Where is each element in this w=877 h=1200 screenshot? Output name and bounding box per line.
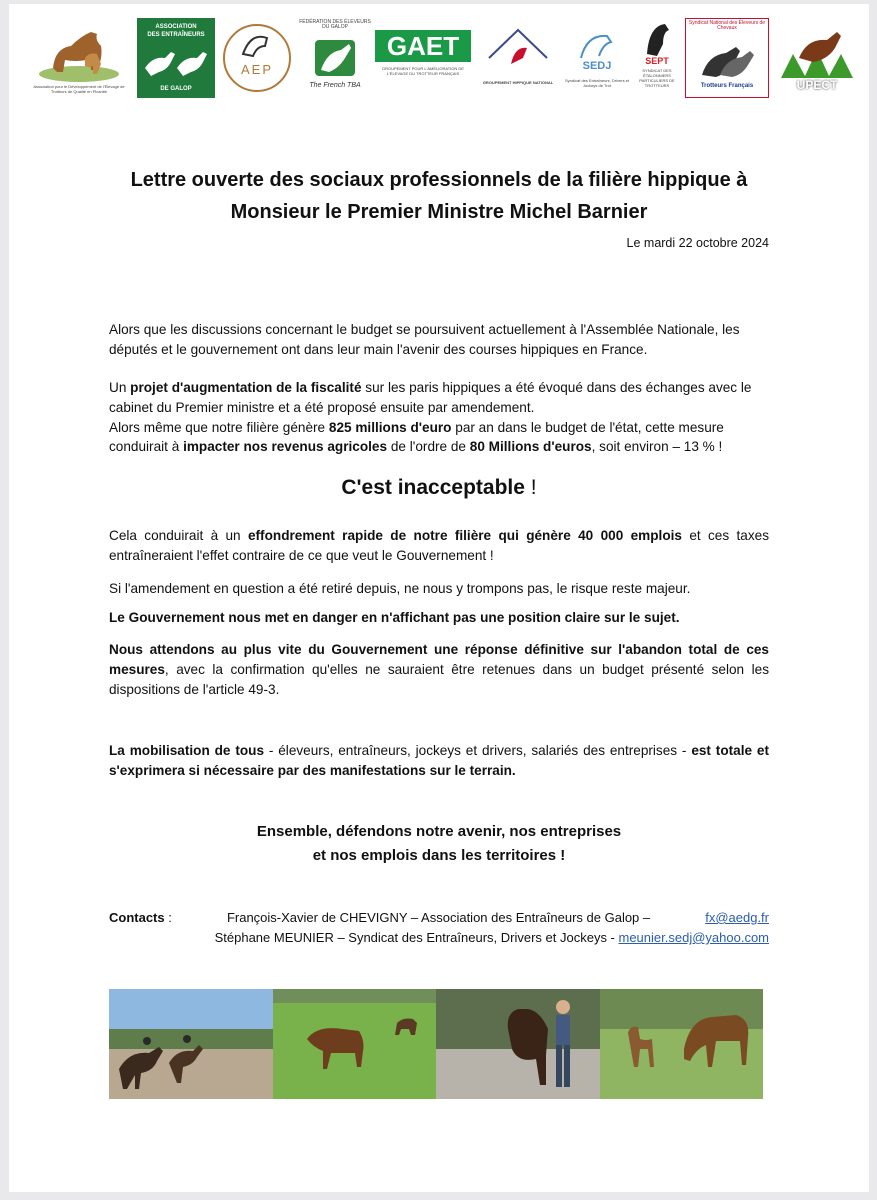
paragraph-mobilisation: La mobilisation de tous - éleveurs, entraîneurs, jockeys et drivers, salariés des entreprises - est totale et s'exprimera si nécessaire par des manifestations sur le terrain. [109,743,769,778]
paragraph-amendement: Si l'amendement en question a été retiré depuis, ne nous y trompons pas, le risque reste majeur. [109,581,691,596]
paragraph-reponse: Nous attendons au plus vite du Gouvernement une réponse définitive sur l'abandon total de ces mesures, avec la confirmation qu'elles ne sauraient être retenues dans un budget présenté selon les dispositions de l'article 49-3. [109,642,769,697]
logo-sneec-arc: Syndicat National des Éleveurs de Chevaux [688,20,766,31]
logo-ghn-caption: GROUPEMENT HIPPIQUE NATIONAL [482,80,554,85]
logo-gaet [375,18,471,98]
logo-aeg-line3: DE GALOP [160,86,192,92]
contacts-label: Contacts [109,910,165,925]
photo-horses-pasture [273,989,437,1099]
closing-statement [9,820,869,868]
closing-line-2: et nos emplois dans les territoires ! [312,847,566,864]
logo-aep [221,18,293,98]
photo-trainer-with-horse [436,989,600,1099]
photo-strip [109,989,763,1099]
logo-sedj-caption: Syndicat des Entraîneurs, Drivers et Jockeys de Trot [564,78,630,88]
logo-aeg [137,18,215,98]
photo-riders-training [109,989,273,1099]
ghn-emblem-icon [477,18,559,98]
paragraph-effondrement: Cela conduirait à un effondrement rapide de notre filière qui génère 40 000 emplois et ces taxes entraîneraient l'effet contraire de ce que veut le Gouvernement ! [109,528,770,563]
closing-line-1: Ensemble, défendons notre avenir, nos entreprises [256,823,622,840]
logo-sept-text: SEPT [645,56,669,66]
logo-aep-text: AEP [240,62,273,77]
contact-line-2 [109,928,769,948]
logo-sneec-sub: Trotteurs Français [700,83,754,89]
horse-head-circle-icon [221,18,293,98]
logo-feg-arc: FÉDÉRATION DES ÉLEVEURS DU GALOP [299,19,371,30]
letter-title [9,164,869,228]
logo-sedj [563,18,631,98]
logo-sept-caption: SYNDICAT DES ÉTALONNIERS PARTICULIERS DE TROTTEURS [639,68,675,88]
logo-aedtqp [31,18,127,98]
title-line-2: Monsieur le Premier Ministre Michel Barnier [230,201,648,223]
logo-aedtqp-caption: Association pour le Développement de l'Élevage de Trotteurs de Qualité en Picardie [33,84,125,94]
logo-sedj-text: SEDJ [582,60,612,72]
paragraph-intro: Alors que les discussions concernant le budget se poursuivent actuellement à l'Assemblée Nationale, les députés et le gouvernement ont dans leur main l'avenir des courses hippiques en France. [109,322,740,357]
contact-2-name: Stéphane MEUNIER – Syndicat des Entraîneurs, Drivers et Jockeys - [214,930,619,945]
contact-line-1: Contacts : François-Xavier de CHEVIGNY – Association des Entraîneurs de Galop – fx@aedg.fr [109,908,769,928]
contact-1-name: François-Xavier de CHEVIGNY – Association des Entraîneurs de Galop – [226,910,651,925]
paragraph-danger: Le Gouvernement nous met en danger en n'affichant pas une position claire sur le sujet. [109,610,680,625]
headline-inacceptable: C'est inacceptable ! [341,476,537,499]
paragraph-fiscalite: Un projet d'augmentation de la fiscalité sur les paris hippiques a été évoqué dans des échanges avec le cabinet du Premier ministre et a été proposé ensuite par amendement. Alors même que notre filière génère 825 millions d'euro par an dans le budget de l'état, cette mesure conduirait à impacter nos revenus agricoles de l'ordre de 80 Millions d'euros, soit environ – 13 % ! [109,380,752,455]
contact-2-email-link[interactable]: meunier.sedj@yahoo.com [618,930,769,945]
logo-sneec [685,18,769,98]
partner-logos [29,14,859,104]
letter-date: Le mardi 22 octobre 2024 [626,236,769,250]
letter-page [9,4,869,1192]
logo-aeg-line1: ASSOCIATION [155,24,197,30]
title-line-1: Lettre ouverte des sociaux professionnels de la filière hippique à [130,169,748,191]
logo-sept [635,18,679,98]
logo-upect-text: UPECT [796,78,838,92]
logo-aeg-line2: DES ENTRAÎNEURS [147,32,205,38]
contacts-block [109,908,769,948]
contact-1-email-link[interactable]: fx@aedg.fr [705,910,769,925]
photo-mare-and-foal [600,989,764,1099]
logo-ghn [477,18,559,98]
logo-gaet-caption: GROUPEMENT POUR L'AMÉLIORATION DE L'ÉLEVAGE DU TROTTEUR FRANÇAIS [382,66,464,76]
logo-feg [299,18,371,98]
logo-upect [775,18,859,98]
logo-feg-sub: The French TBA [309,82,361,89]
logo-gaet-text: GAET [386,31,460,61]
